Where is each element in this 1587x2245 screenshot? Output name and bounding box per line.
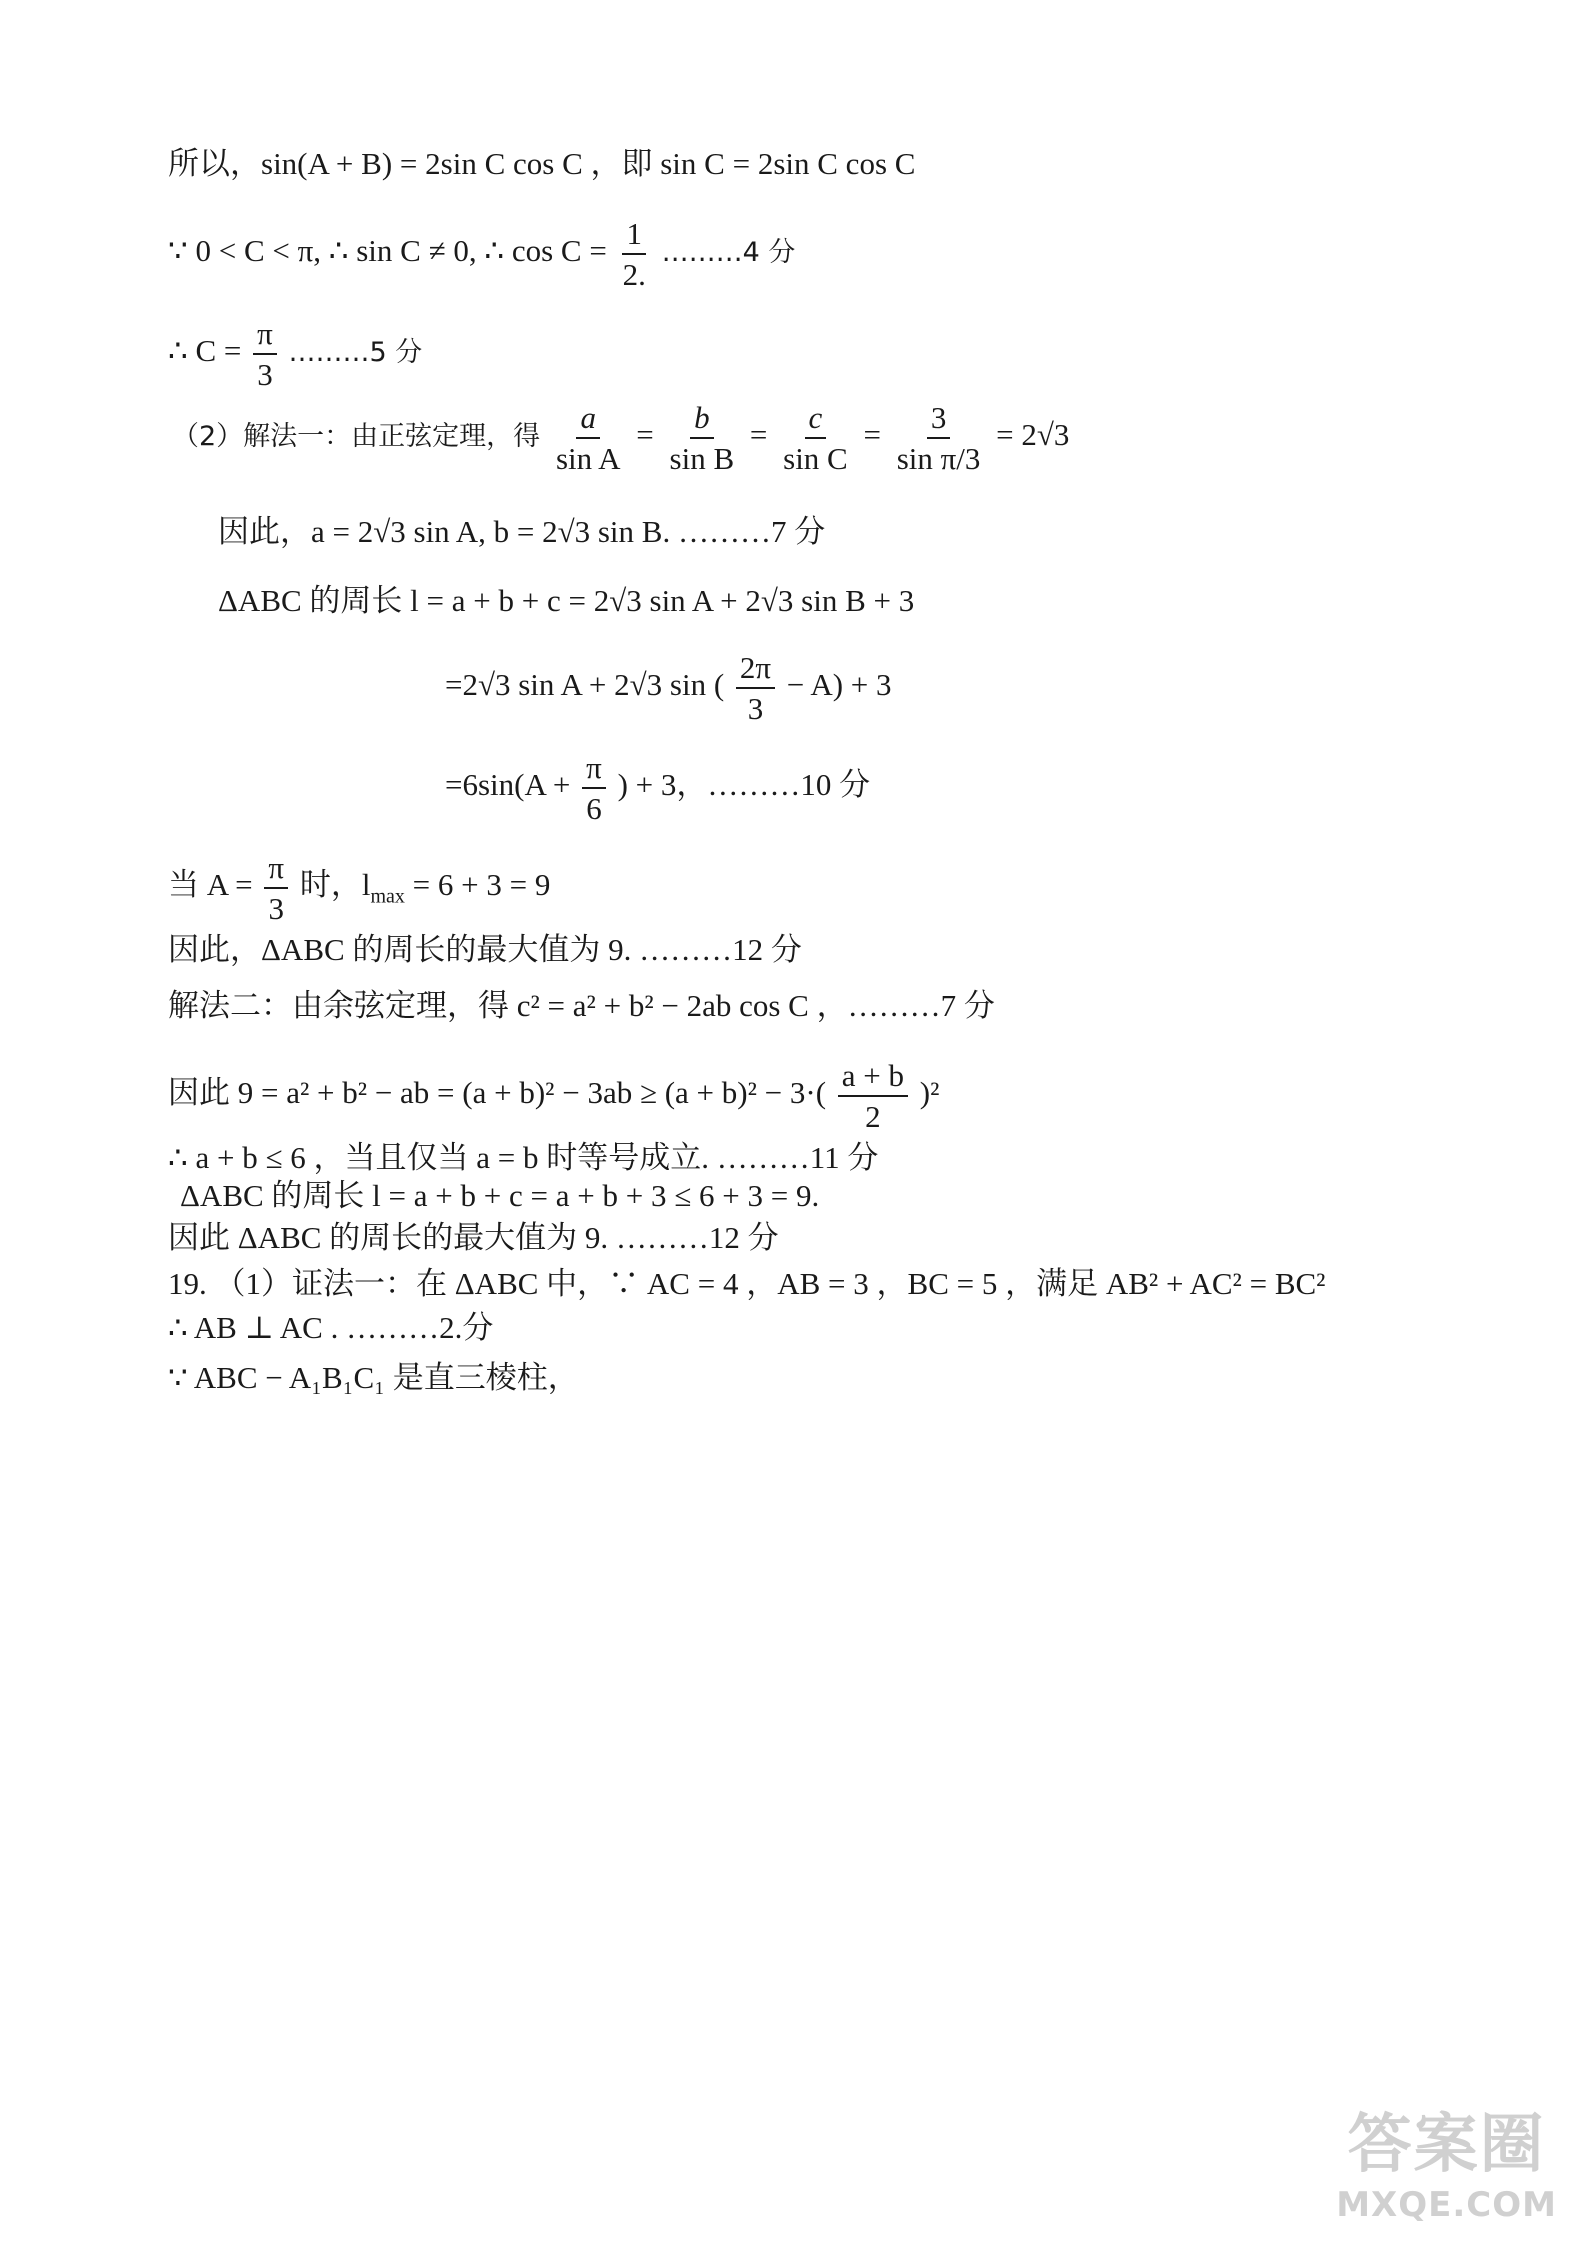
line-perimeter-3: [445, 752, 870, 824]
text: （2）解法一：由正弦定理，得: [172, 421, 541, 453]
fraction-2pi-3: [736, 652, 775, 724]
denominator: 2.: [622, 257, 646, 292]
fraction-a: [552, 402, 625, 474]
text: ) + 3，………10 分: [617, 767, 871, 803]
denominator: 3: [747, 691, 764, 726]
numerator: π: [582, 752, 606, 789]
text: ΔABC 的周长 l = a + b + c = 2√3 sin A + 2√3 sin B + 3: [218, 583, 915, 618]
equals: =: [636, 417, 654, 453]
text: 因此，a = 2√3 sin A, b = 2√3 sin B. ………7 分: [218, 514, 826, 549]
numerator: π: [253, 318, 277, 355]
line-perimeter-bound: [180, 1180, 819, 1211]
numerator: π: [264, 852, 288, 889]
denominator: 2: [865, 1099, 881, 1134]
numerator: b: [690, 402, 714, 439]
denominator: 3: [257, 357, 273, 392]
text: ∵ 0 < C < π, ∴ sin C ≠ 0, ∴ cos C =: [168, 233, 607, 269]
score-note: ………4 分: [661, 237, 796, 269]
watermark-top: 答案圈: [1347, 2108, 1546, 2182]
denominator: 6: [586, 791, 602, 826]
numerator: 1: [622, 218, 646, 255]
denominator: sin A: [555, 441, 621, 476]
numerator: a + b: [838, 1060, 908, 1097]
text: ΔABC 的周长 l = a + b + c = a + b + 3 ≤ 6 + 3 = 9.: [180, 1178, 820, 1213]
numerator: 3: [927, 402, 951, 439]
text: ∴ C =: [168, 333, 242, 369]
text: ∴ a + b ≤ 6 ，当且仅当 a = b 时等号成立. ………11 分: [168, 1140, 879, 1175]
text: 因此，ΔABC 的周长的最大值为 9. ………12 分: [168, 932, 802, 967]
fraction-pi-6: [582, 752, 606, 824]
fraction-a-plus-b: [838, 1060, 908, 1132]
text: − A) + 3: [786, 667, 892, 703]
line-sum-angle: [168, 148, 915, 179]
fraction-c: [779, 402, 852, 474]
text: ∴ AB ⊥ AC . ………2.分: [168, 1310, 494, 1345]
numerator: a: [576, 402, 600, 439]
equals: =: [749, 417, 768, 453]
text: )²: [919, 1075, 940, 1111]
text: 时，l: [299, 867, 371, 903]
equals: =: [863, 417, 881, 453]
text: = 2√3: [996, 417, 1070, 453]
text: 因此 9 = a² + b² − ab = (a + b)² − 3ab ≥ (a + b)² − 3·(: [168, 1075, 827, 1111]
line-cosine-rule: [168, 990, 995, 1021]
line-perpendicular: [168, 1312, 493, 1343]
watermark-bottom: MXQE.COM: [1336, 2185, 1557, 2225]
fraction-pi-3: [253, 318, 277, 390]
line-conclusion-2: [168, 1222, 779, 1253]
line-a-b: [218, 516, 825, 547]
line-max: [168, 852, 550, 924]
text: =6sin(A +: [445, 767, 571, 803]
denominator: 3: [268, 891, 284, 926]
text: 因此 ΔABC 的周长的最大值为 9. ………12 分: [168, 1220, 779, 1255]
line-prism: [168, 1362, 579, 1393]
line-inequality: [168, 1060, 939, 1132]
line-sine-rule: [172, 402, 1069, 474]
text: 当 A =: [168, 867, 253, 903]
line-sum-bound: [168, 1142, 878, 1173]
text: =2√3 sin A + 2√3 sin (: [445, 667, 725, 703]
text: = 6 + 3 = 9: [404, 867, 551, 903]
text: 所以，sin(A + B) = 2sin C cos C ，即 sin C = 2sin C cos C: [168, 146, 916, 181]
text: 19. （1）证法一：在 ΔABC 中，∵ AC = 4 ，AB = 3 ，BC = 5 ，满足 AB² + AC² = BC²: [168, 1266, 1326, 1301]
line-q19: [168, 1268, 1325, 1299]
denominator: sin C: [783, 441, 848, 476]
text: ∵ ABC − A₁B₁C₁ 是直三棱柱，: [168, 1360, 579, 1395]
numerator: 2π: [736, 652, 775, 689]
watermark-logo: [1336, 2093, 1557, 2225]
denominator: sin π/3: [896, 441, 981, 476]
line-perimeter: [218, 585, 914, 616]
line-conclusion-1: [168, 934, 802, 965]
fraction-three: [893, 402, 985, 474]
fraction-b: [666, 402, 739, 474]
subscript: max: [370, 885, 405, 908]
denominator: sin B: [669, 441, 735, 476]
fraction-pi-3: [264, 852, 288, 924]
score-note: ………5 分: [288, 337, 423, 369]
fraction-one-half: [619, 218, 650, 290]
numerator: c: [805, 402, 827, 439]
line-perimeter-2: [445, 652, 892, 724]
line-cos-c: [168, 218, 795, 290]
line-c-equals: [168, 318, 422, 390]
text: 解法二：由余弦定理，得 c² = a² + b² − 2ab cos C ，………7 分: [168, 988, 995, 1023]
